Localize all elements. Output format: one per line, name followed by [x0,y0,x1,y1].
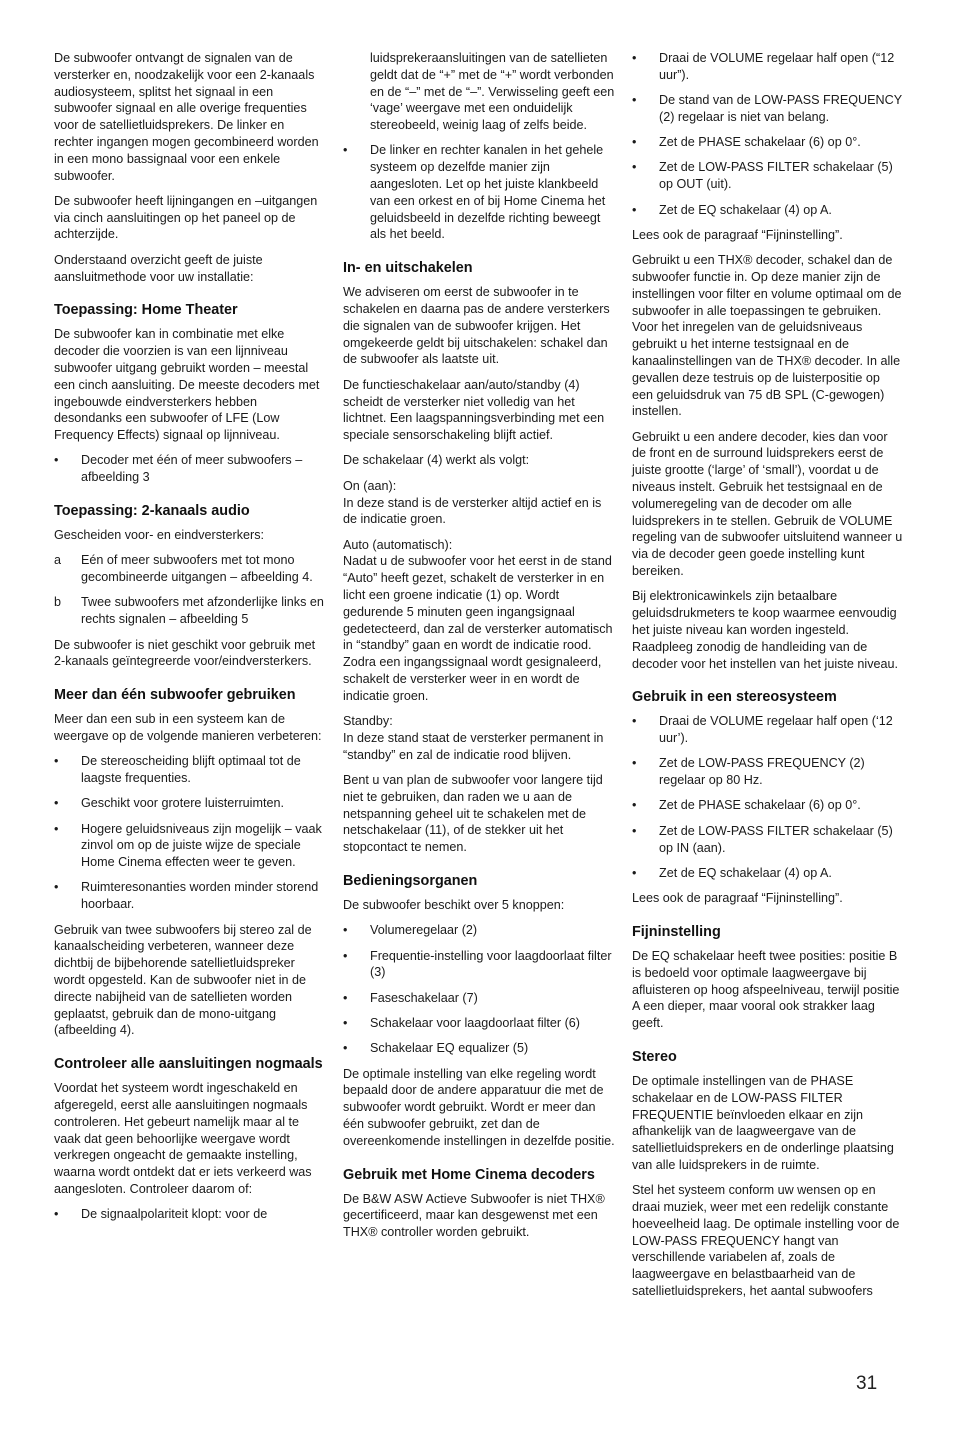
list-marker: • [54,821,59,836]
section-heading: Meer dan één subwoofer gebruiken [54,687,296,704]
paragraph: De functieschakelaar aan/auto/standby (4) scheidt de versterker niet volledig van het lichtnet. Een laagspanningsverbinding met een speciale sensorschakeling blijft actief. [343,377,605,443]
list-marker: • [54,880,59,895]
list-marker: a [54,553,62,568]
list-item-text: Hogere geluidsniveaus zijn mogelijk – vaak zinvol om op de juiste wijze de speciale Home Cinema effecten weer te geven. [81,821,322,870]
paragraph: De subwoofer is niet geschikt voor gebruik met 2-kanaals geïntegreerde voor/eindversterkers. [54,637,316,669]
list-item-text: Zet de PHASE schakelaar (6) op 0°. [659,135,861,150]
list-item-text: Geschikt voor grotere luisterruimten. [81,796,284,811]
section-heading: Toepassing: 2-kanaals audio [54,503,250,520]
paragraph: Stel het systeem conform uw wensen op en draai muziek, weer met een redelijk constante hoeveelheid laag. De optimale instelling voor de LOW-PASS FREQUENCY hangt van verschillende variabelen af, zoals de laagweergave en belastbaarheid van de satellietluidsprekers, het aantal subwoofers [632,1183,900,1299]
list-item-text: De stand van de LOW-PASS FREQUENCY (2) regelaar is niet van belang. [659,93,902,124]
list-marker: b [54,595,62,610]
list-item [343,1040,615,1057]
list-item-text: Ruimteresonanties worden minder storend hoorbaar. [81,880,319,912]
list-item-text: Faseschakelaar (7) [370,990,478,1005]
bullet-list [54,1206,326,1223]
section-heading: Toepassing: Home Theater [54,302,238,319]
bullet-list [54,753,326,913]
bullet-list [54,452,326,486]
list-item-text: De signaalpolariteit klopt: voor de [81,1207,268,1222]
list-marker: • [343,1015,348,1030]
list-item [632,92,904,126]
paragraph: We adviseren om eerst de subwoofer in te schakelen en daarna pas de andere versterkers die signalen van de subwoofer krijgen. Het omgekeerde geldt bij uitschakelen: schakel dan de subwoofer als laatste uit. [343,285,610,367]
list-marker: • [54,754,59,769]
list-item [54,594,326,628]
list-marker: • [632,865,637,880]
list-item-text: Schakelaar voor laagdoorlaat filter (6) [370,1015,581,1030]
section-heading: Controleer alle aansluitingen nogmaals [54,1056,323,1073]
paragraph: Gebruikt u een THX® decoder, schakel dan de subwoofer functie in. Op deze manier zijn de instellingen voor filter en volume optimaal om de subwoofer in alle toepassingen te gebruiken. Voor het inregelen van de geluidsniveaus gebruikt u het interne testsignaal en de kanaalinstellingen van de THX® decoder. In alle gevallen deze testruis op de luisterpositie op een geluidsdruk van 75 dB SPL (C-gewogen) instellen. [632,253,902,419]
bullet-list [632,50,904,218]
paragraph: Lees ook de paragraaf “Fijninstelling”. [632,891,843,906]
list-item [632,713,904,747]
list-item-text: Zet de EQ schakelaar (4) op A. [659,865,832,880]
paragraph: De B&W ASW Actieve Subwoofer is niet THX® gecertificeerd, maar kan desgewenst met een THX® controller worden gebruikt. [343,1191,605,1240]
list-item [632,755,904,789]
list-item [54,795,326,812]
paragraph [343,713,615,763]
paragraph [343,478,615,528]
list-item [632,134,904,151]
paragraph: Gebruikt u een andere decoder, kies dan voor de front en de surround luidsprekers eerst de juiste grootte (‘large’ of ‘small’), voordat u de niveaus instelt. Gebruik het testsignaal en de volumeregeling van de decoder om alle luidsprekers in te stellen. Gebruik de VOLUME regeling van de subwoofer uitsluitend wanneer u via de decoder geen goede instelling kunt bereiken. [632,429,903,579]
list-item [54,1206,326,1223]
list-item-text: Zet de LOW-PASS FREQUENCY (2) regelaar op 80 Hz. [659,756,865,788]
page-number: 31 [856,1373,878,1394]
list-marker: • [632,798,637,813]
list-item-text: Draai de VOLUME regelaar half open (‘12 uur’). [659,714,893,746]
list-item-text: Zet de PHASE schakelaar (6) op 0°. [659,798,861,813]
bullet-list [343,142,615,243]
list-item-text: Frequentie-instelling voor laagdoorlaat filter (3) [370,948,612,980]
list-item [54,452,326,486]
list-item-text: Twee subwoofers met afzonderlijke links en rechts signalen – afbeelding 5 [81,595,324,627]
list-item-text: Eén of meer subwoofers met tot mono gecombineerde uitgangen – afbeelding 4. [81,553,313,585]
paragraph-label: Auto (automatisch): [343,537,453,552]
list-item [343,922,615,939]
list-item-text: Schakelaar EQ equalizer (5) [370,1041,529,1056]
list-marker: • [632,51,637,65]
list-marker: • [343,1041,348,1056]
list-marker: • [632,714,637,729]
paragraph: De optimale instelling van elke regeling wordt bepaald door de andere apparatuur die met de subwoofer wordt gebruikt. Wordt er meer dan één subwoofer gebruikt, zet dan de overeenkomende instellingen in dezelfde positie. [343,1066,615,1148]
list-marker: • [632,160,637,175]
section-heading: Stereo [632,1048,677,1065]
paragraph: De optimale instellingen van de PHASE schakelaar en de LOW-PASS FILTER FREQUENTIE beïnvloeden elkaar en zijn afhankelijk van de laagweergave van de satellietluidsprekers en de onderlinge plaatsing van alle luidsprekers in de ruimte. [632,1073,894,1172]
paragraph: De EQ schakelaar heeft twee posities: positie B is bedoeld voor optimale laagweergave bij afluisteren op hoog afspeelniveau, terwijl positie A een dieper, maar vooral ook strakker laag geeft. [632,948,900,1031]
list-item [632,202,904,219]
section-heading: In- en uitschakelen [343,260,473,277]
list-item [343,142,615,243]
list-item [343,990,615,1007]
list-marker: • [343,948,348,963]
list-item-text: De linker en rechter kanalen in het gehele systeem op dezelfde manier zijn aangesloten. Let op het juiste klankbeeld van een orkest en of bij Home Cinema het geluidsbeeld in dezelfde richting beweegt als het beeld. [370,143,606,242]
paragraph-text: In deze stand staat de versterker permanent in “standby” en zal de indicatie rood blijven. [343,730,604,762]
list-item-text: Volumeregelaar (2) [370,923,478,938]
section-heading: Gebruik in een stereosysteem [632,689,837,706]
paragraph-text: Nadat u de subwoofer voor het eerst in de stand “Auto” heeft gezet, schakelt de versterker in en licht een groene indicatie (1) op. Wordt gedurende 5 minuten geen ingangsignaal gedetecteerd, dan zal de versterker automatisch in “standby” gaan en wordt de indicatie rood. Zodra een ingangssignaal wordt gesignaleerd, schakelt de versterker weer in en wordt de indicatie groen. [343,554,613,703]
section-heading: Fijninstelling [632,923,721,940]
list-marker: • [54,1207,59,1222]
paragraph: Bij elektronicawinkels zijn betaalbare geluidsdrukmeters te koop waarmee eenvoudig het juiste niveau kan worden ingesteld. Raadpleeg zonodig de handleiding van de decoder voor het instellen van het juiste niveau. [632,589,899,671]
list-item [632,50,904,84]
list-item-text: Zet de LOW-PASS FILTER schakelaar (5) op IN (aan). [659,823,893,855]
paragraph-text: In deze stand is de versterker altijd actief en is de indicatie groen. [343,495,602,527]
bullet-list [632,713,904,881]
section-heading: Gebruik met Home Cinema decoders [343,1166,595,1183]
paragraph: Onderstaand overzicht geeft de juiste aansluitmethode voor uw installatie: [54,252,263,284]
text-column-2 [343,50,615,1249]
list-item-text: De stereoscheiding blijft optimaal tot de laagste frequenties. [81,754,301,785]
paragraph-label: Standby: [343,714,393,729]
paragraph: De schakelaar (4) werkt als volgt: [343,453,530,468]
list-item-text: Zet de EQ schakelaar (4) op A. [659,202,832,217]
paragraph: De subwoofer beschikt over 5 knoppen: [343,897,565,912]
paragraph: De subwoofer ontvangt de signalen van de versterker en, noodzakelijk voor een 2-kanaals audiosysteem, splitst het signaal in een subwoofer signaal en alle overige frequenties voor de satellietluidsprekers. De linker en rechter ingangen mogen gecombineerd worden in een mono bassignaal voor een enkele subwoofer. [54,51,319,183]
list-item [632,797,904,814]
paragraph: Meer dan een sub in een systeem kan de weergave op de volgende manieren verbeteren: [54,712,322,743]
text-column-1 [54,50,326,1232]
list-marker: • [632,756,637,771]
paragraph: Bent u van plan de subwoofer voor langere tijd niet te gebruiken, dan raden we u aan de netspanning geheel uit te schakelen met de netschakelaar (11), of de stekker uit het stopcontact te nemen. [343,772,603,855]
list-item [343,1015,615,1032]
list-item [54,821,326,871]
list-item-text: Draai de VOLUME regelaar half open (“12 uur”). [659,51,895,82]
list-marker: • [632,135,637,150]
paragraph [343,537,615,705]
paragraph: De subwoofer kan in combinatie met elke decoder die voorzien is van een lijnniveau subwoofer uitgang gebruikt worden – meestal een cinch aansluiting. De meeste decoders met ingebouwde eindversterkers hebben desondanks een subwoofer of LFE (Low Frequency Effects) signaal op lijnniveau. [54,327,320,443]
paragraph: Gescheiden voor- en eindversterkers: [54,528,264,543]
paragraph: Gebruik van twee subwoofers bij stereo zal de kanaalscheiding verbeteren, wanneer deze dichtbij de bijbehorende satellietluidspreker wordt opgesteld. Kan de subwoofer niet in de directe nabijheid van de satellieten worden geplaatst, gebruik dan de mono-uitgang (afbeelding 4). [54,922,312,1038]
bullet-list [343,922,615,1057]
list-marker: • [54,453,59,468]
bullet-list [54,552,326,628]
list-marker: • [54,796,59,811]
section-heading: Bedieningsorganen [343,872,478,889]
list-item [54,879,326,913]
paragraph-label: On (aan): [343,478,397,493]
list-item [632,159,904,193]
list-item-text: Zet de LOW-PASS FILTER schakelaar (5) op OUT (uit). [659,160,893,192]
list-item [632,823,904,857]
list-item-text: Decoder met één of meer subwoofers – afbeelding 3 [81,453,303,485]
list-marker: • [632,93,637,108]
text-column-3 [632,50,904,1308]
list-marker: • [632,202,637,217]
paragraph: Voordat het systeem wordt ingeschakeld en afgeregeld, eerst alle aansluitingen nogmaals controleren. Het gebeurt namelijk maar al te vaak dat geen behoorlijke weergave wordt verkregen ongeacht de gemaakte instelling, waarna wordt ontdekt dat er iets verkeerd was aangesloten. Controleer daarom of: [54,1081,312,1196]
paragraph: luidsprekeraansluitingen van de satellieten geldt dat de “+” met de “+” wordt verbonden en de “–” met de “–”. Verwisseling geeft een ‘vage’ weergave met een onduidelijk stereobeeld, weinig laag of zelfs beide. [370,51,615,133]
list-item [632,865,904,882]
list-marker: • [343,923,348,938]
list-marker: • [632,823,637,838]
list-item [54,552,326,586]
list-marker: • [343,143,348,158]
list-item [54,753,326,787]
paragraph: Lees ook de paragraaf “Fijninstelling”. [632,227,843,242]
list-item [343,948,615,982]
paragraph: De subwoofer heeft lijningangen en –uitgangen via cinch aansluitingen op het paneel op de achterzijde. [54,193,318,242]
list-marker: • [343,990,348,1005]
